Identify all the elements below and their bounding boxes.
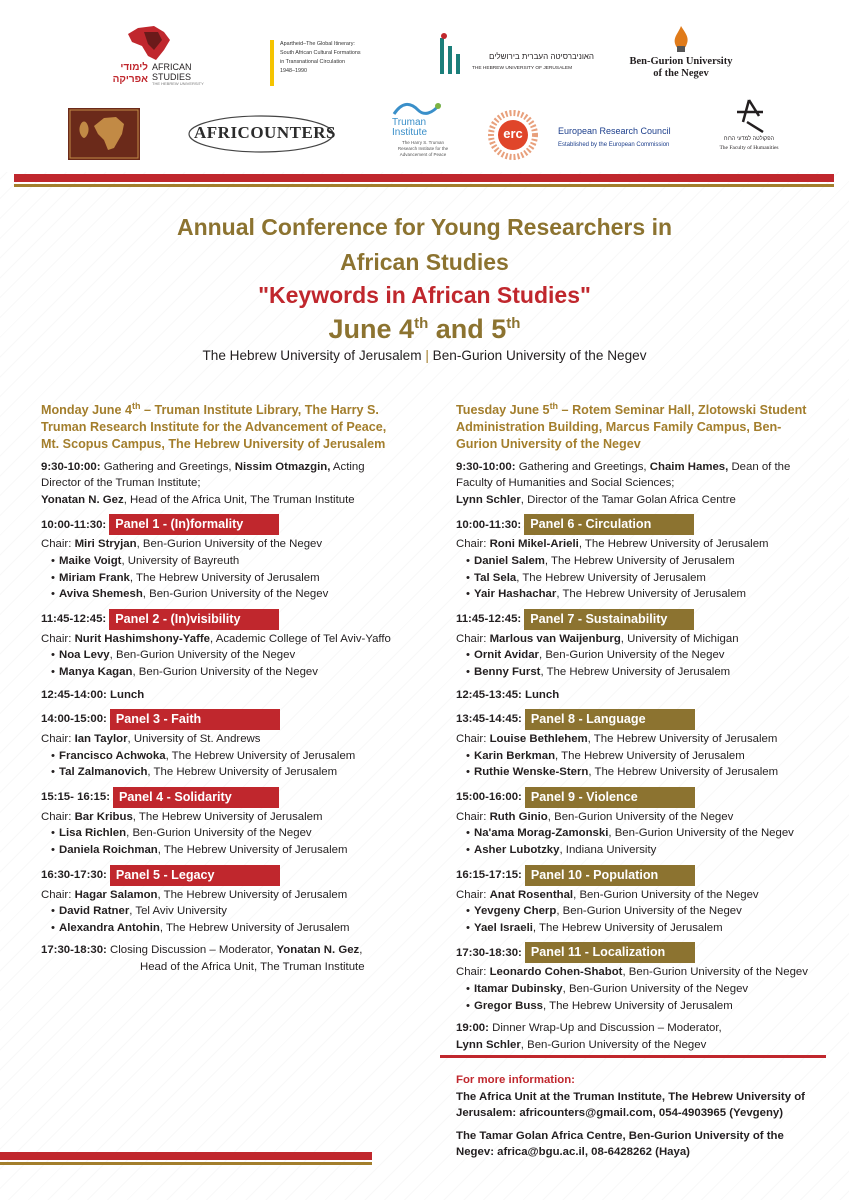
speaker-name: Alexandra Antohin xyxy=(59,921,160,934)
speaker-name: Lisa Richlen xyxy=(59,827,127,840)
speaker-name: Gregor Buss xyxy=(474,999,543,1012)
day1-column xyxy=(41,398,393,982)
panel-time: 10:00-11:30: xyxy=(41,518,107,531)
chair-label: Chair: xyxy=(456,810,490,823)
panel-title: Panel 8 - Language xyxy=(525,709,695,730)
truman-small-line: The Harry S. Truman xyxy=(401,140,444,145)
info-divider xyxy=(440,1055,826,1058)
text: Closing Discussion – Moderator, xyxy=(106,944,277,957)
speaker-name: David Ratner xyxy=(59,905,130,918)
apartheid-line: Apartheid–The Global Itinerary: xyxy=(280,41,355,47)
chair-name: Leonardo Cohen-Shabot xyxy=(489,966,623,979)
chair-name: Marlous van Waijenburg xyxy=(489,632,621,645)
panel-time: 16:30-17:30: xyxy=(41,868,107,881)
speaker-name: Tal Zalmanovich xyxy=(59,766,148,779)
chair-name: Bar Kribus xyxy=(74,810,133,823)
panel-time: 13:45-14:45: xyxy=(456,713,522,726)
chair-affiliation: , Ben-Gurion University of the Negev xyxy=(136,538,323,551)
day1-sup: th xyxy=(131,401,141,411)
day2-sup: th xyxy=(549,401,559,411)
speaker-name: Benny Furst xyxy=(474,665,541,678)
speaker-name: Maike Voigt xyxy=(59,554,122,567)
chair-affiliation: , Ben-Gurion University of the Negev xyxy=(573,888,759,901)
info-tamar-golan: The Tamar Golan Africa Centre, Ben-Gurion University of the Negev: africa@bgu.ac.il, 08-6428262 (Haya) xyxy=(456,1129,784,1159)
day2-heading xyxy=(456,398,816,453)
day1-opening xyxy=(41,459,393,509)
speaker-name: Aviva Shemesh xyxy=(59,588,143,601)
africa-map-icon xyxy=(124,26,176,60)
conference-title-line1: Annual Conference for Young Researchers in xyxy=(176,214,673,240)
panel-2 xyxy=(41,609,393,681)
speaker-affiliation: , The Hebrew University of Jerusalem xyxy=(556,588,747,601)
bottom-divider-gold xyxy=(0,1162,372,1165)
day1-lunch xyxy=(41,687,393,704)
speaker-affiliation: , Tel Aviv University xyxy=(129,905,227,918)
chair-label: Chair: xyxy=(456,966,490,979)
chair-affiliation: , The Hebrew University of Jerusalem xyxy=(587,733,778,746)
speaker-name: Ornit Avidar xyxy=(474,649,539,662)
panel-3 xyxy=(41,709,393,781)
panel-9 xyxy=(456,787,816,859)
text: Dinner Wrap-Up and Discussion – Moderator, xyxy=(488,1022,722,1035)
wave-icon xyxy=(392,100,442,118)
speaker-name: Francisco Achwoka xyxy=(59,749,166,762)
panel-5 xyxy=(41,865,393,937)
day2-date: Tuesday June 5 xyxy=(456,403,550,418)
chair-name: Hagar Salamon xyxy=(74,888,158,901)
speaker-name: Asher Lubotzky xyxy=(474,844,560,857)
time: 19:00: xyxy=(456,1022,489,1035)
truman-name-line1: Truman xyxy=(392,117,427,128)
panel-title: Panel 11 - Localization xyxy=(525,942,695,963)
conference-dates xyxy=(0,314,849,345)
time: 9:30-10:00: xyxy=(41,460,101,473)
speaker-affiliation: , Ben-Gurion University of the Negev xyxy=(538,649,725,662)
truman-name-line2: Institute xyxy=(392,127,428,138)
text: , Ben-Gurion University of the Negev xyxy=(520,1038,707,1051)
truman-small-line: Advancement of Peace xyxy=(399,152,447,157)
person-name: Lynn Schler xyxy=(456,493,521,506)
panel-1 xyxy=(41,514,393,602)
speaker-affiliation: , The Hebrew University of Jerusalem xyxy=(544,554,735,567)
chair-affiliation: , University of St. Andrews xyxy=(127,733,261,746)
erc-sub: Established by the European Commission xyxy=(558,142,670,148)
africa-map-icon xyxy=(68,108,140,160)
panel-title: Panel 2 - (In)visibility xyxy=(109,609,279,630)
african-studies-english: AFRICAN STUDIES xyxy=(152,62,192,82)
text: , Head of the Africa Unit, The Truman Institute xyxy=(123,493,355,506)
bgu-name-line1: Ben-Gurion University xyxy=(629,56,733,67)
day2-column xyxy=(456,398,816,1059)
chair-affiliation: , The Hebrew University of Jerusalem xyxy=(578,538,769,551)
panel-title: Panel 4 - Solidarity xyxy=(113,787,279,808)
venue-separator: | xyxy=(425,348,429,363)
text: Dean of the Faculty of Humanities and Social Sciences; xyxy=(456,460,791,490)
date-sup: th xyxy=(506,315,521,332)
huji-english: THE HEBREW UNIVERSITY OF JERUSALEM xyxy=(472,66,573,71)
panel-time: 17:30-18:30: xyxy=(456,946,522,959)
speaker-affiliation: , The Hebrew University of Jerusalem xyxy=(129,571,320,584)
speaker-affiliation: , Ben-Gurion University of the Negev xyxy=(126,827,312,840)
day1-closing xyxy=(41,942,393,975)
info-section xyxy=(456,1072,816,1161)
text: , xyxy=(359,944,363,957)
panel-time: 15:00-16:00: xyxy=(456,791,522,804)
day2-dinner xyxy=(456,1020,816,1053)
flame-icon xyxy=(672,26,690,52)
speaker-affiliation: , The Hebrew University of Jerusalem xyxy=(147,766,338,779)
chair-affiliation: , The Hebrew University of Jerusalem xyxy=(157,888,348,901)
chair-affiliation: , Ben-Gurion University of the Negev xyxy=(547,810,734,823)
huji-hebrew: האוניברסיטה העברית בירושלים xyxy=(489,52,594,61)
speaker-affiliation: , The Hebrew University of Jerusalem xyxy=(540,665,731,678)
panel-time: 11:45-12:45: xyxy=(456,612,522,625)
panel-time: 10:00-11:30: xyxy=(456,518,522,531)
africounters-logo xyxy=(186,112,336,156)
speaker-affiliation: , The Hebrew University of Jerusalem xyxy=(165,749,356,762)
panel-time: 14:00-15:00: xyxy=(41,713,107,726)
truman-small-line: Research Institute for the xyxy=(397,146,449,151)
info-africa-unit: The Africa Unit at the Truman Institute, The Hebrew University of Jerusalem: africounters@gmail.com, 054-4903965 (Yevgeny) xyxy=(456,1090,805,1120)
person-name: Yonatan N. Gez xyxy=(276,944,360,957)
apartheid-line: in Transnational Circulation xyxy=(280,59,346,65)
speaker-affiliation: , The Hebrew University of Jerusalem xyxy=(532,921,723,934)
speaker-affiliation: , University of Bayreuth xyxy=(121,554,240,567)
conference-venues xyxy=(0,348,849,363)
text: Lunch xyxy=(106,688,145,701)
panel-6 xyxy=(456,514,816,602)
date-sup: th xyxy=(414,315,429,332)
chair-label: Chair: xyxy=(456,632,490,645)
speaker-affiliation: , Ben-Gurion University of the Negev xyxy=(109,649,296,662)
panel-8 xyxy=(456,709,816,781)
chair-affiliation: , The Hebrew University of Jerusalem xyxy=(132,810,323,823)
person-name: Nissim Otmazgin, xyxy=(234,460,331,473)
chair-label: Chair: xyxy=(41,733,75,746)
chair-name: Louise Bethlehem xyxy=(489,733,588,746)
chair-label: Chair: xyxy=(41,888,75,901)
chair-name: Ian Taylor xyxy=(74,733,128,746)
chair-name: Nurit Hashimshony-Yaffe xyxy=(74,632,211,645)
panel-title: Panel 9 - Violence xyxy=(525,787,695,808)
humanities-mark-icon xyxy=(729,98,769,134)
speaker-name: Noa Levy xyxy=(59,649,110,662)
person-name: Chaim Hames, xyxy=(649,460,729,473)
text: Gathering and Greetings, xyxy=(100,460,235,473)
chair-label: Chair: xyxy=(41,632,75,645)
text: Acting Director of the Truman Institute; xyxy=(41,460,365,490)
erc-name: European Research Council xyxy=(558,126,671,136)
chair-name: Ruth Ginio xyxy=(489,810,548,823)
panel-time: 11:45-12:45: xyxy=(41,612,107,625)
apartheid-logo xyxy=(270,40,390,86)
speaker-affiliation: , Ben-Gurion University of the Negev xyxy=(132,665,318,678)
truman-logo xyxy=(388,100,458,164)
chair-label: Chair: xyxy=(41,810,75,823)
speaker-name: Daniel Salem xyxy=(474,554,545,567)
speaker-name: Yair Hashachar xyxy=(474,588,557,601)
day2-location: – Rotem Seminar Hall, Zlotowski Student Administration Building, Marcus Family Campus, Ben-Gurion University of the Negev xyxy=(456,403,807,451)
bgu-name-line2: of the Negev xyxy=(653,68,709,79)
speaker-affiliation: , Ben-Gurion University of the Negev xyxy=(556,905,742,918)
day1-heading xyxy=(41,398,393,453)
humanities-logo xyxy=(710,98,788,160)
erc-mark-text: erc xyxy=(503,126,523,141)
erc-logo xyxy=(486,110,686,160)
info-heading: For more information: xyxy=(456,1074,575,1086)
speaker-name: Daniela Roichman xyxy=(59,844,158,857)
bgu-logo xyxy=(626,26,736,86)
lunch-text: 12:45-13:45: Lunch xyxy=(456,688,560,701)
time: 17:30-18:30: xyxy=(41,944,107,957)
person-name: Lynn Schler xyxy=(456,1038,521,1051)
time: 12:45-14:00: xyxy=(41,688,107,701)
speaker-affiliation: , The Hebrew University of Jerusalem xyxy=(588,766,779,779)
conference-title-line2: African Studies xyxy=(340,249,509,275)
chair-name: Miri Stryjan xyxy=(74,538,137,551)
panel-time: 16:15-17:15: xyxy=(456,868,522,881)
speaker-name: Ruthie Wenske-Stern xyxy=(474,766,589,779)
panel-7 xyxy=(456,609,816,681)
chair-affiliation: , Academic College of Tel Aviv-Yaffo xyxy=(210,632,391,645)
speaker-name: Yevgeny Cherp xyxy=(474,905,557,918)
time: 9:30-10:00: xyxy=(456,460,516,473)
speaker-affiliation: , The Hebrew University of Jerusalem xyxy=(543,999,733,1012)
top-divider-red xyxy=(14,174,834,182)
speaker-affiliation: , Indiana University xyxy=(559,844,657,857)
chair-name: Roni Mikel-Arieli xyxy=(489,538,579,551)
venue-huji: The Hebrew University of Jerusalem xyxy=(202,348,422,363)
closing-line2: Head of the Africa Unit, The Truman Institute xyxy=(140,961,365,974)
venue-bgu: Ben-Gurion University of the Negev xyxy=(432,348,647,363)
speaker-name: Yael Israeli xyxy=(474,921,533,934)
speaker-affiliation: , The Hebrew University of Jerusalem xyxy=(157,844,348,857)
day1-location: – Truman Institute Library, The Harry S. Truman Research Institute for the Advancement of Peace, Mt. Scopus Campus, The Hebrew University of Jerusalem xyxy=(41,403,387,451)
huji-logo xyxy=(436,30,596,86)
panel-4 xyxy=(41,787,393,859)
african-studies-tag: THE HEBREW UNIVERSITY xyxy=(152,81,204,86)
speaker-affiliation: , The Hebrew University of Jerusalem xyxy=(516,571,706,584)
date-part: June 4 xyxy=(328,314,415,344)
african-studies-logo xyxy=(100,26,204,88)
conference-subtitle: "Keywords in African Studies" xyxy=(258,282,591,308)
chair-label: Chair: xyxy=(456,733,490,746)
chair-name: Anat Rosenthal xyxy=(489,888,574,901)
panel-title: Panel 7 - Sustainability xyxy=(524,609,694,630)
speaker-name: Tal Sela xyxy=(474,571,517,584)
logo-strip xyxy=(0,0,849,172)
chair-affiliation: , University of Michigan xyxy=(620,632,739,645)
tamar-golan-logo xyxy=(68,108,140,160)
speaker-name: Itamar Dubinsky xyxy=(474,983,563,996)
day2-lunch xyxy=(456,687,816,704)
speaker-name: Miriam Frank xyxy=(59,571,130,584)
day2-opening xyxy=(456,459,816,509)
panel-10 xyxy=(456,865,816,937)
speaker-affiliation: , Ben-Gurion University of the Negev xyxy=(562,983,749,996)
panel-11 xyxy=(456,942,816,1014)
speaker-affiliation: , Ben-Gurion University of the Negev xyxy=(142,588,329,601)
huji-emblem-icon xyxy=(436,32,466,80)
text: Gathering and Greetings, xyxy=(515,460,650,473)
speaker-name: Manya Kagan xyxy=(59,665,133,678)
apartheid-line: South African Cultural Formations xyxy=(280,50,361,56)
chair-label: Chair: xyxy=(456,538,490,551)
humanities-english: The Faculty of Humanities xyxy=(719,145,779,151)
panel-title: Panel 5 - Legacy xyxy=(110,865,280,886)
date-part: and 5 xyxy=(428,314,507,344)
chair-label: Chair: xyxy=(41,538,75,551)
speaker-affiliation: , The Hebrew University of Jerusalem xyxy=(159,921,350,934)
humanities-hebrew: הפקולטה למדעי הרוח xyxy=(723,136,775,142)
panel-title: Panel 10 - Population xyxy=(525,865,695,886)
speaker-affiliation: , Ben-Gurion University of the Negev xyxy=(608,827,794,840)
chair-affiliation: , Ben-Gurion University of the Negev xyxy=(622,966,808,979)
text: , Director of the Tamar Golan Africa Centre xyxy=(520,493,736,506)
person-name: Yonatan N. Gez xyxy=(41,493,124,506)
speaker-name: Karin Berkman xyxy=(474,749,556,762)
african-studies-hebrew: לימודי אפריקה xyxy=(112,62,148,85)
speaker-name: Na'ama Morag-Zamonski xyxy=(474,827,609,840)
chair-label: Chair: xyxy=(456,888,490,901)
bottom-divider-red xyxy=(0,1152,372,1160)
top-divider-gold xyxy=(14,184,834,187)
panel-time: 15:15- 16:15: xyxy=(41,791,111,804)
africounters-name: AFRICOUNTERS xyxy=(194,123,337,142)
panel-title: Panel 6 - Circulation xyxy=(524,514,694,535)
apartheid-line: 1948–1990 xyxy=(280,68,307,74)
panel-title: Panel 3 - Faith xyxy=(110,709,280,730)
day1-date: Monday June 4 xyxy=(41,403,132,418)
panel-title: Panel 1 - (In)formality xyxy=(109,514,279,535)
speaker-affiliation: , The Hebrew University of Jerusalem xyxy=(555,749,745,762)
